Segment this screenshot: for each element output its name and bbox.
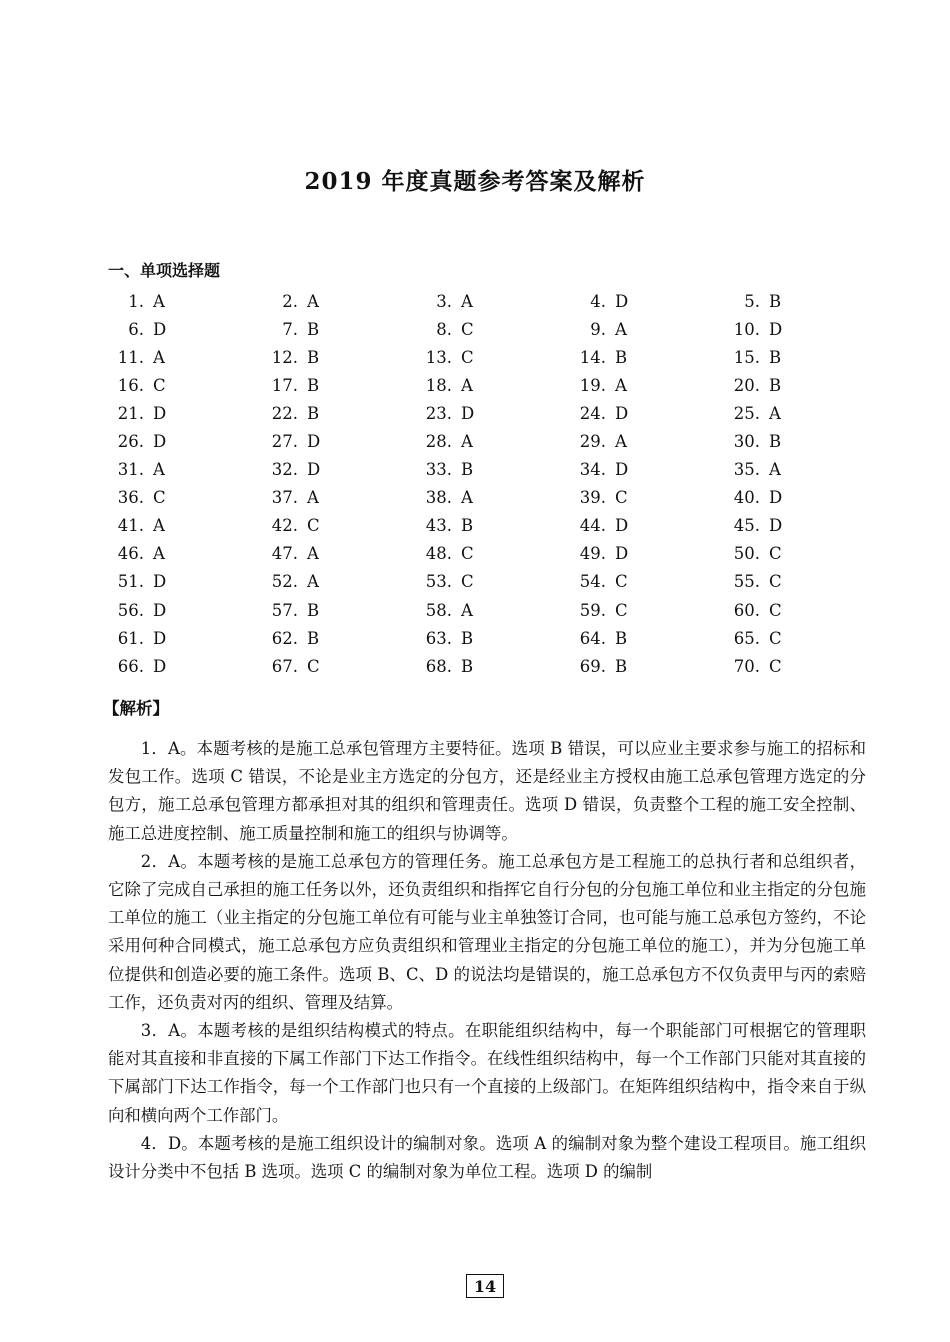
question-number: 6.: [128, 319, 144, 339]
answer-item: [108, 544, 262, 563]
answer-item: [570, 460, 724, 479]
analysis-paragraph: 2．A。本题考核的是施工总承包方的管理任务。施工总承包方是工程施工的总执行者和总组织者，它除了完成自己承担的施工任务以外，还负责组织和指挥它自行分包的分包施工单位和业主指定的分包施工单位的施工（业主指定的分包施工单位有可能与业主单独签订合同，也可能与施工总承包方签约，不论采用何种合同模式，施工总承包方应负责组织和管理业主指定的分包施工单位的施工），并为分包施工单位提供和创造必要的施工条件。选项 B、C、D 的说法均是错误的，施工总承包方不仅负责甲与丙的索赔工作，还负责对丙的组织、管理及结算。: [108, 851, 866, 1012]
answer-row: [108, 399, 878, 427]
question-number: 63.: [425, 628, 452, 648]
analysis-heading: 【解析】: [103, 699, 169, 718]
answer-item: [108, 516, 262, 535]
answer-letter: C: [769, 656, 782, 676]
answer-item: [570, 572, 724, 591]
question-number: 16.: [117, 375, 144, 395]
answer-item: [724, 376, 878, 395]
answer-item: [262, 404, 416, 423]
answer-letter: C: [307, 656, 320, 676]
answer-letter: A: [615, 319, 627, 339]
answer-item: [724, 601, 878, 620]
answer-letter: A: [615, 432, 627, 452]
answer-row: [108, 540, 878, 568]
question-number: 49.: [579, 544, 606, 564]
answer-letter: D: [153, 572, 167, 592]
answer-letter: C: [769, 572, 782, 592]
answer-item: [416, 320, 570, 339]
question-number: 67.: [271, 656, 298, 676]
question-number: 46.: [117, 544, 144, 564]
answer-row: [108, 343, 878, 371]
question-number: 69.: [579, 656, 606, 676]
question-number: 54.: [579, 572, 606, 592]
answer-item: [108, 460, 262, 479]
answer-item: [262, 544, 416, 563]
answer-item: [108, 376, 262, 395]
answer-letter: D: [615, 291, 629, 311]
answer-item: [416, 432, 570, 451]
answer-item: [570, 544, 724, 563]
question-number: 61.: [117, 628, 144, 648]
answer-item: [262, 629, 416, 648]
question-number: 42.: [271, 516, 298, 536]
analysis-paragraph: 1．A。本题考核的是施工总承包管理方主要特征。选项 B 错误，可以应业主要求参与施工的招标和发包工作。选项 C 错误，不论是业主方选定的分包方，还是经业主方授权由施工总承包管理方选定的分包方，施工总承包管理方都承担对其的组织和管理责任。选项 D 错误，负责整个工程的施工安全控制、施工总进度控制、施工质量控制和施工的组织与协调等。: [108, 739, 866, 843]
question-number: 15.: [733, 347, 760, 367]
answer-item: [262, 376, 416, 395]
answer-item: [416, 572, 570, 591]
question-number: 5.: [744, 291, 760, 311]
answer-letter: C: [153, 488, 166, 508]
answer-item: [724, 572, 878, 591]
answer-letter: B: [307, 319, 320, 339]
answer-letter: B: [461, 628, 474, 648]
answer-letter: B: [615, 628, 628, 648]
question-number: 57.: [271, 600, 298, 620]
question-number: 14.: [579, 347, 606, 367]
question-number: 27.: [271, 432, 298, 452]
question-number: 31.: [117, 460, 144, 480]
question-number: 58.: [425, 600, 452, 620]
question-number: 18.: [425, 375, 452, 395]
answer-row: [108, 624, 878, 652]
answer-letter: C: [461, 544, 474, 564]
question-number: 21.: [117, 403, 144, 423]
answer-letter: C: [153, 375, 166, 395]
answer-letter: A: [307, 544, 319, 564]
answer-letter: A: [769, 460, 781, 480]
question-number: 62.: [271, 628, 298, 648]
question-number: 17.: [271, 375, 298, 395]
question-number: 8.: [436, 319, 452, 339]
question-number: 19.: [579, 375, 606, 395]
answer-letter: A: [307, 291, 319, 311]
answer-letter: A: [461, 291, 473, 311]
answer-item: [262, 292, 416, 311]
answer-letter: C: [769, 628, 782, 648]
question-number: 35.: [733, 460, 760, 480]
answer-letter: C: [461, 319, 474, 339]
answer-row: [108, 484, 878, 512]
answer-letter: B: [615, 347, 628, 367]
answer-letter: A: [153, 291, 165, 311]
answer-letter: A: [461, 600, 473, 620]
page-title: 2019 年度真题参考答案及解析: [304, 168, 646, 195]
answer-letter: A: [769, 403, 781, 423]
answer-item: [108, 601, 262, 620]
question-number: 70.: [733, 656, 760, 676]
question-number: 59.: [579, 600, 606, 620]
question-number: 32.: [271, 460, 298, 480]
answer-item: [108, 657, 262, 676]
answer-letter: A: [307, 488, 319, 508]
answer-item: [416, 544, 570, 563]
answer-letter: C: [615, 572, 628, 592]
answer-item: [262, 516, 416, 535]
question-number: 34.: [579, 460, 606, 480]
answer-letter: D: [153, 656, 167, 676]
question-number: 52.: [271, 572, 298, 592]
question-number: 45.: [733, 516, 760, 536]
question-number: 38.: [425, 488, 452, 508]
answer-item: [262, 488, 416, 507]
answer-letter: A: [461, 375, 473, 395]
question-number: 50.: [733, 544, 760, 564]
question-number: 10.: [733, 319, 760, 339]
answer-item: [570, 629, 724, 648]
answer-item: [570, 601, 724, 620]
answer-letter: B: [769, 347, 782, 367]
answer-letter: C: [461, 347, 474, 367]
question-number: 30.: [733, 432, 760, 452]
question-number: 9.: [590, 319, 606, 339]
question-number: 39.: [579, 488, 606, 508]
answer-letter: D: [615, 544, 629, 564]
answer-item: [570, 404, 724, 423]
section-heading: 一、单项选择题: [108, 261, 221, 280]
answer-letter: D: [461, 403, 475, 423]
question-number: 2.: [282, 291, 298, 311]
answer-item: [416, 657, 570, 676]
question-number: 48.: [425, 544, 452, 564]
answer-item: [570, 657, 724, 676]
question-number: 33.: [425, 460, 452, 480]
question-number: 25.: [733, 403, 760, 423]
question-number: 41.: [117, 516, 144, 536]
answer-letter: A: [461, 432, 473, 452]
answer-letter: B: [307, 403, 320, 423]
answer-item: [108, 404, 262, 423]
answer-letter: B: [615, 656, 628, 676]
answer-letter: D: [153, 432, 167, 452]
question-number: 3.: [436, 291, 452, 311]
answer-letter: D: [615, 516, 629, 536]
answer-letter: C: [615, 600, 628, 620]
question-number: 7.: [282, 319, 298, 339]
answer-letter: A: [153, 544, 165, 564]
answer-row: [108, 512, 878, 540]
answer-letter: D: [153, 600, 167, 620]
answer-row: [108, 427, 878, 455]
answer-item: [108, 572, 262, 591]
answer-letter: A: [153, 347, 165, 367]
answer-letter: C: [769, 544, 782, 564]
question-number: 65.: [733, 628, 760, 648]
answer-letter: D: [769, 516, 783, 536]
question-number: 47.: [271, 544, 298, 564]
answer-letter: B: [307, 628, 320, 648]
answer-letter: A: [307, 572, 319, 592]
answer-item: [262, 657, 416, 676]
answer-item: [262, 348, 416, 367]
question-number: 66.: [117, 656, 144, 676]
question-number: 12.: [271, 347, 298, 367]
answer-letter: D: [769, 488, 783, 508]
analysis-paragraph: 4．D。本题考核的是施工组织设计的编制对象。选项 A 的编制对象为整个建设工程项目。施工组织设计分类中不包括 B 选项。选项 C 的编制对象为单位工程。选项 D 的编制: [108, 1133, 866, 1182]
answer-letter: B: [307, 347, 320, 367]
question-number: 24.: [579, 403, 606, 423]
answer-letter: D: [153, 403, 167, 423]
answer-letter: B: [307, 600, 320, 620]
answer-item: [416, 601, 570, 620]
question-number: 22.: [271, 403, 298, 423]
question-number: 13.: [425, 347, 452, 367]
answer-item: [416, 460, 570, 479]
answer-row: [108, 371, 878, 399]
answer-item: [262, 572, 416, 591]
answer-letter: A: [461, 488, 473, 508]
answer-item: [262, 432, 416, 451]
question-number: 23.: [425, 403, 452, 423]
answer-item: [108, 432, 262, 451]
answer-letter: B: [769, 375, 782, 395]
answer-letter: B: [461, 460, 474, 480]
question-number: 43.: [425, 516, 452, 536]
question-number: 4.: [590, 291, 606, 311]
answer-letter: D: [153, 319, 167, 339]
question-number: 64.: [579, 628, 606, 648]
answer-letter: D: [153, 628, 167, 648]
answer-item: [416, 629, 570, 648]
question-number: 26.: [117, 432, 144, 452]
answer-letter: B: [461, 656, 474, 676]
analysis-paragraph: 3．A。本题考核的是组织结构模式的特点。在职能组织结构中，每一个职能部门可根据它的管理职能对其直接和非直接的下属工作部门下达工作指令。在线性组织结构中，每一个工作部门只能对其直接的下属部门下达工作指令，每一个工作部门也只有一个直接的上级部门。在矩阵组织结构中，指令来自于纵向和横向两个工作部门。: [108, 1021, 866, 1125]
question-number: 28.: [425, 432, 452, 452]
answer-item: [724, 516, 878, 535]
answer-letter: B: [769, 432, 782, 452]
answer-item: [416, 488, 570, 507]
answer-item: [262, 320, 416, 339]
answer-item: [108, 292, 262, 311]
question-number: 60.: [733, 600, 760, 620]
answer-letter: A: [153, 516, 165, 536]
answer-item: [416, 376, 570, 395]
question-number: 51.: [117, 572, 144, 592]
answer-letter: D: [307, 432, 321, 452]
question-number: 53.: [425, 572, 452, 592]
question-number: 1.: [128, 291, 144, 311]
answer-row: [108, 315, 878, 343]
analysis-body: [108, 735, 866, 1186]
answer-row: [108, 456, 878, 484]
answer-item: [108, 488, 262, 507]
answer-item: [570, 292, 724, 311]
answer-item: [724, 544, 878, 563]
answer-letter: C: [307, 516, 320, 536]
question-number: 11.: [117, 347, 144, 367]
page-number: 14: [466, 1274, 504, 1298]
answer-item: [108, 629, 262, 648]
answer-grid: [108, 287, 878, 680]
answer-letter: C: [769, 600, 782, 620]
answer-item: [570, 488, 724, 507]
answer-letter: A: [153, 460, 165, 480]
answer-item: [570, 516, 724, 535]
answer-item: [724, 432, 878, 451]
answer-item: [416, 516, 570, 535]
question-number: 68.: [425, 656, 452, 676]
question-number: 29.: [579, 432, 606, 452]
answer-item: [724, 404, 878, 423]
answer-item: [416, 348, 570, 367]
answer-letter: A: [615, 375, 627, 395]
answer-item: [108, 348, 262, 367]
answer-item: [570, 348, 724, 367]
question-number: 40.: [733, 488, 760, 508]
answer-item: [416, 404, 570, 423]
answer-item: [724, 292, 878, 311]
answer-row: [108, 287, 878, 315]
answer-letter: D: [615, 403, 629, 423]
answer-item: [724, 488, 878, 507]
answer-row: [108, 568, 878, 596]
question-number: 36.: [117, 488, 144, 508]
answer-row: [108, 652, 878, 680]
answer-item: [416, 292, 570, 311]
answer-letter: D: [307, 460, 321, 480]
answer-letter: B: [307, 375, 320, 395]
answer-item: [570, 432, 724, 451]
question-number: 56.: [117, 600, 144, 620]
answer-item: [724, 348, 878, 367]
answer-item: [724, 460, 878, 479]
answer-letter: C: [461, 572, 474, 592]
question-number: 55.: [733, 572, 760, 592]
answer-item: [570, 376, 724, 395]
answer-item: [262, 601, 416, 620]
answer-item: [724, 320, 878, 339]
answer-item: [262, 460, 416, 479]
question-number: 37.: [271, 488, 298, 508]
answer-letter: D: [615, 460, 629, 480]
answer-letter: B: [461, 516, 474, 536]
answer-item: [570, 320, 724, 339]
question-number: 44.: [579, 516, 606, 536]
answer-letter: B: [769, 291, 782, 311]
answer-item: [724, 629, 878, 648]
answer-letter: C: [615, 488, 628, 508]
question-number: 20.: [733, 375, 760, 395]
answer-item: [108, 320, 262, 339]
answer-row: [108, 596, 878, 624]
answer-item: [724, 657, 878, 676]
answer-letter: D: [769, 319, 783, 339]
